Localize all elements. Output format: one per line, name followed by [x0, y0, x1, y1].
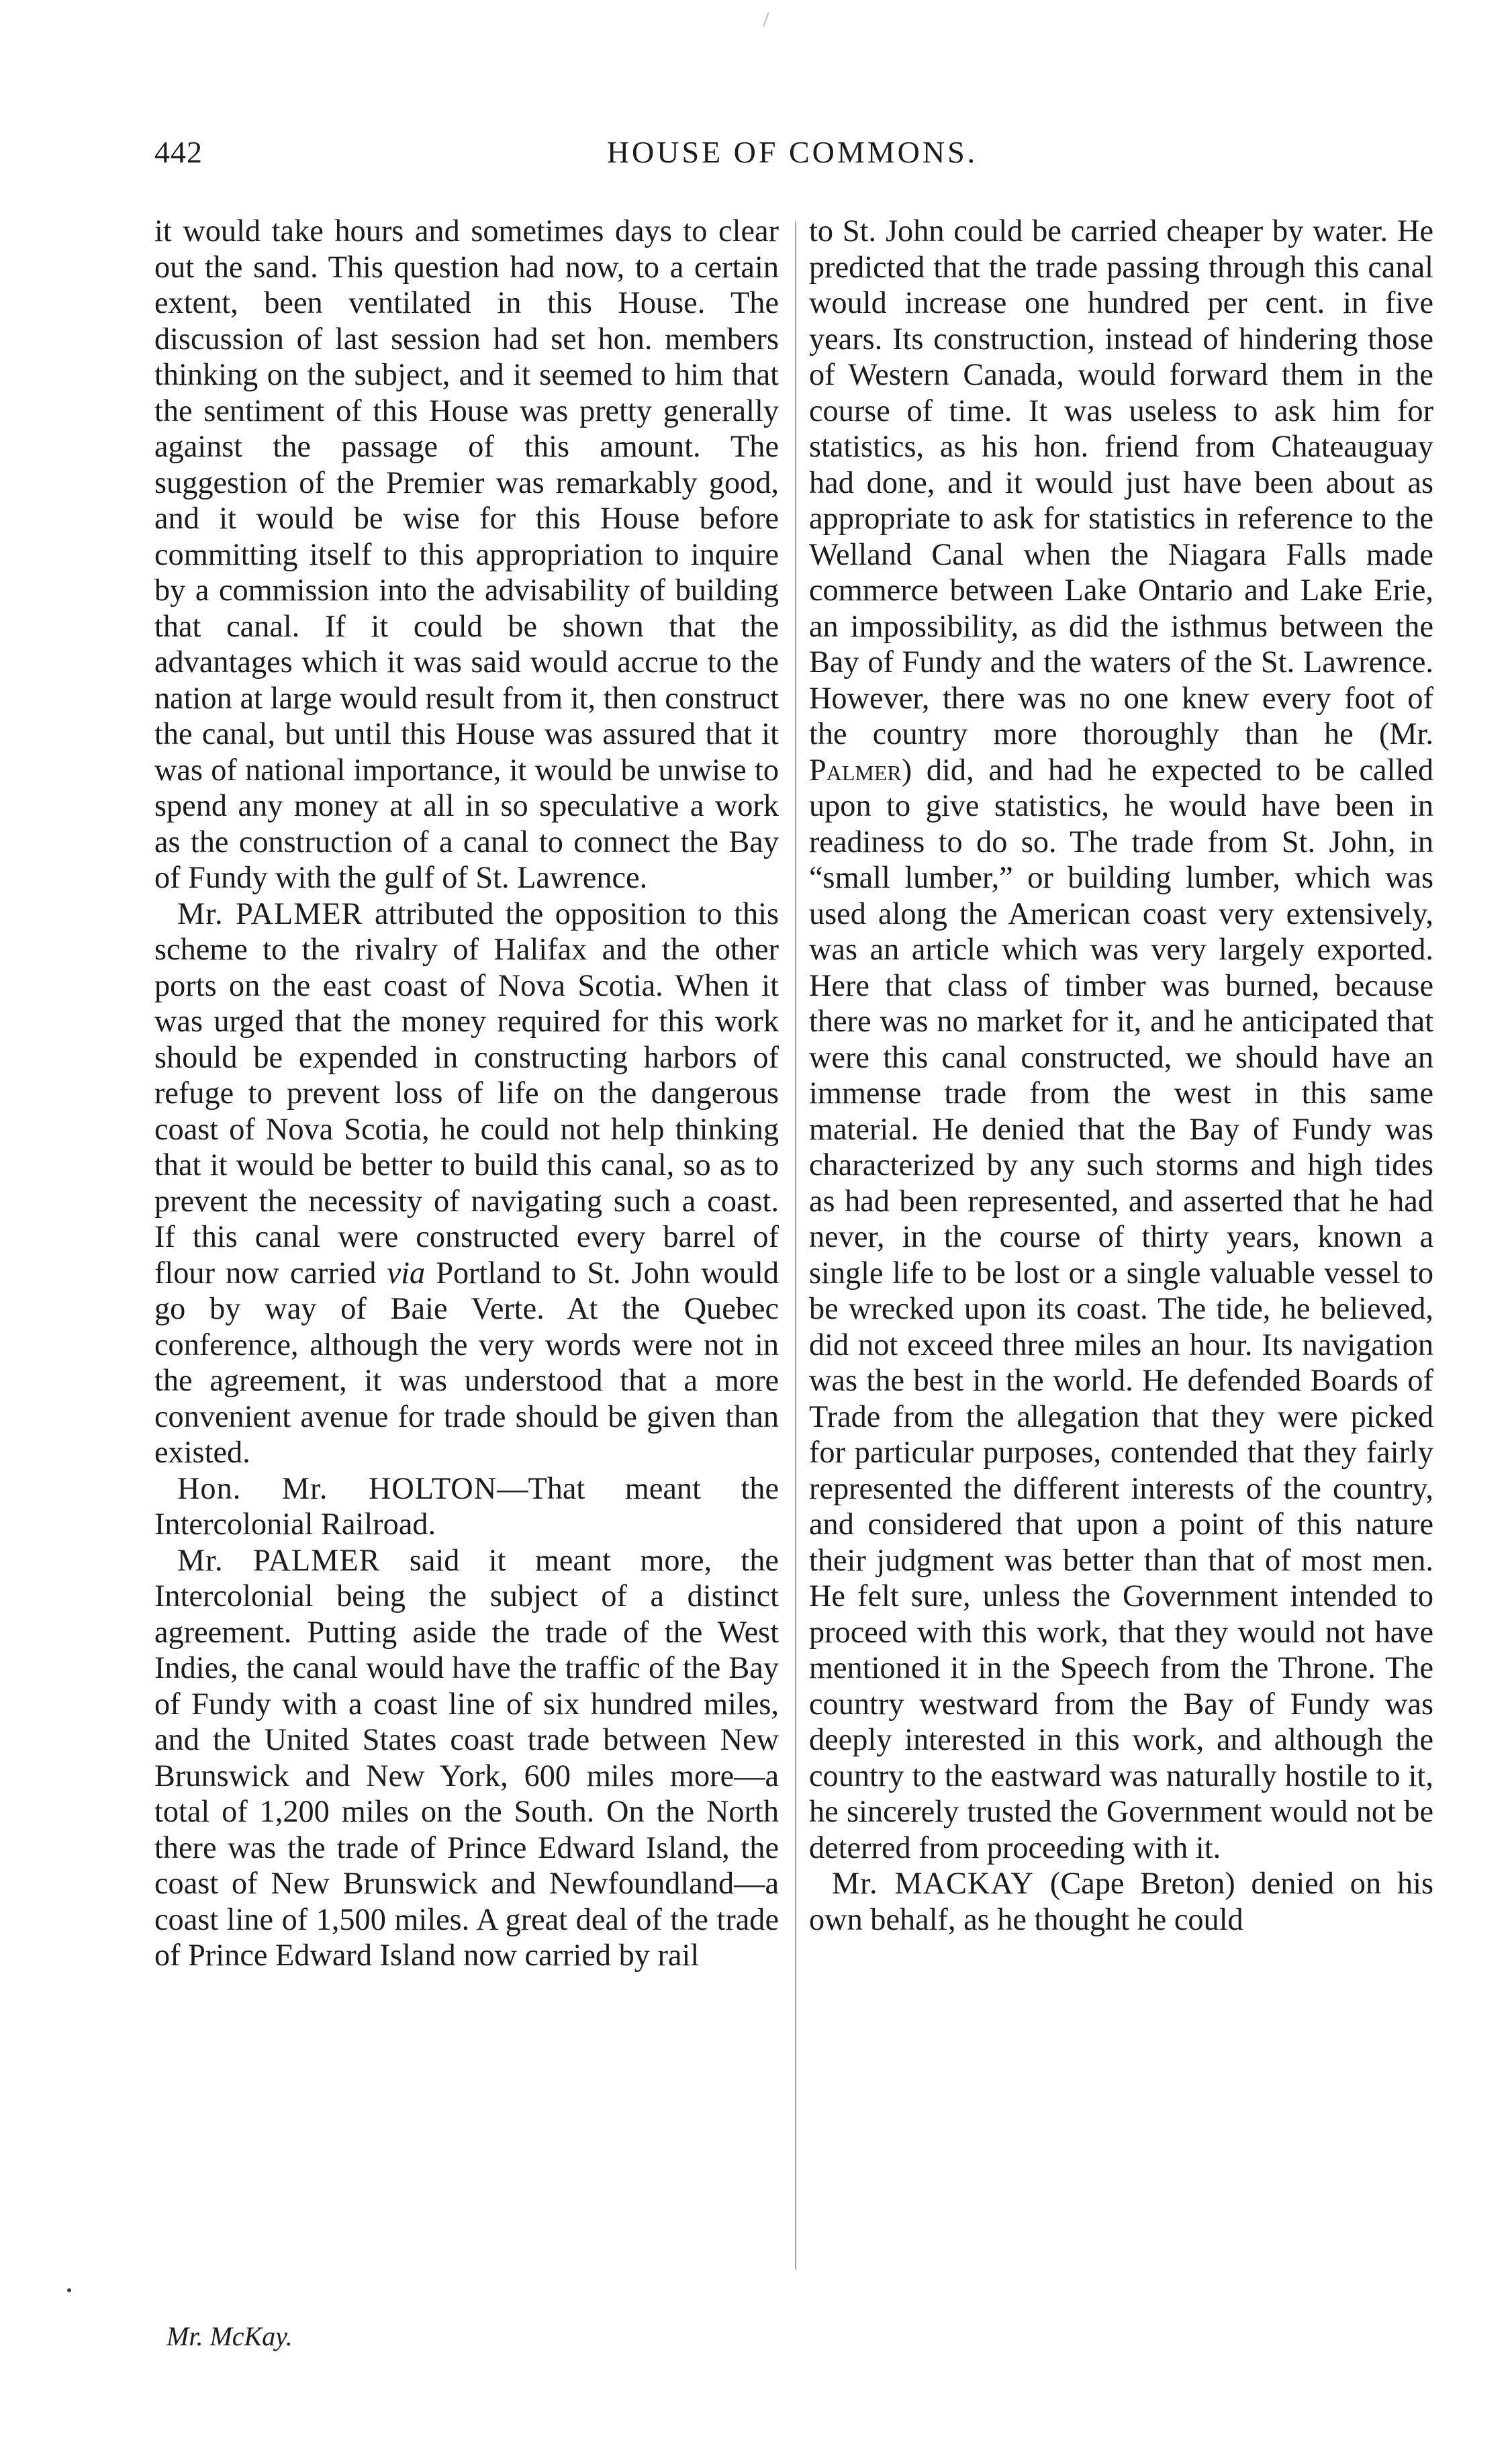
right-column — [809, 214, 1433, 2275]
scan-mark — [763, 12, 769, 26]
paragraph — [809, 1866, 1433, 1938]
paragraph-text: —That meant the Intercolonial Railroad. — [154, 1471, 779, 1542]
footer-signature: Mr. McKay. — [167, 2321, 293, 2351]
paragraph — [154, 1543, 779, 1974]
speaker-name: Mr. MACKAY — [832, 1867, 1034, 1901]
paragraph-text: it would take hours and sometimes days to clear out the sand. This question had now, to a certain extent, been ventilated in this House. The discussion of last session had set hon. members thinking on the subject, and it seemed to him that the sentiment of this House was pretty generally against the passage of this amount. The suggestion of the Premier was remarkably good, and it would be wise for this House before committing itself to this appropriation to inquire by a commission into the advisability of building that canal. If it could be shown that the advantages which it was said would accrue to the nation at large would result from it, then construct the canal, but until this House was assured that it was of national importance, it would be unwise to spend any money at all in so speculative a work as the construction of a canal to connect the Bay of Fundy with the gulf of St. Lawrence. — [154, 214, 779, 895]
column-divider — [795, 222, 796, 2269]
scan-speck — [67, 2288, 71, 2292]
paragraph — [809, 214, 1433, 1866]
running-head: HOUSE OF COMMONS. — [606, 135, 978, 169]
page-number: 442 — [154, 135, 203, 169]
speaker-name: Hon. Mr. HOLTON — [177, 1471, 498, 1506]
paragraph-text: (Cape Breton) denied on his own behalf, as he thought he could — [809, 1867, 1433, 1937]
small-caps-name: Palmer — [809, 753, 902, 788]
paragraph-text: attributed the opposition to this scheme to the rivalry of Halifax and the other ports on the east coast of Nova Scotia. When it was urged that the money required for this work should be expended in constructing harbors of refuge to prevent loss of life on the dangerous coast of Nova Scotia, he could not help thinking that it would be better to build this canal, so as to prevent the necessity of navigating such a coast. If this canal were constructed every barrel of flour now carried — [154, 896, 779, 1291]
paragraph — [154, 896, 779, 1471]
paragraph-text: ) did, and had he expected to be called upon to give statistics, he would have been in readiness to do so. The trade from St. John, in “small lumber,” or building lumber, which was used along the American coast very extensively, was an article which was very largely exported. Here that class of timber was burned, because there was no market for it, and he anticipated that were this canal constructed, we should have an immense trade from the west in this same material. He denied that the Bay of Fundy was characterized by any such storms and high tides as had been represented, and asserted that he had never, in the course of thirty years, known a single life to be lost or a single valuable vessel to be wrecked upon its coast. The tide, he believed, did not exceed three miles an hour. Its navigation was the best in the world. He defended Boards of Trade from the allegation that they were picked for particular purposes, contended that they fairly represented the different interests of the country, and considered that upon a point of this nature their judgment was better than that of most men. He felt sure, unless the Government intended to proceed with this work, that they would not have mentioned it in the Speech from the Throne. The country westward from the Bay of Fundy was deeply interested in this work, and although the country to the eastward was naturally hostile to it, he sincerely trusted the Government would not be deterred from proceeding with it. — [809, 753, 1433, 1865]
paragraph-text: Portland to St. John would go by way of Baie Verte. At the Quebec conference, although the very words were not in the agreement, it was understood that a more convenient avenue for trade should be given than existed. — [154, 1256, 779, 1470]
italic-term: via — [387, 1256, 426, 1291]
paragraph — [154, 1471, 779, 1543]
paragraph-text: to St. John could be carried cheaper by water. He predicted that the trade passing through this canal would increase one hundred per cent. in five years. Its construction, instead of hindering those of Western Canada, would forward them in the course of time. It was useless to ask him for statistics, as his hon. friend from Chateauguay had done, and it would just have been about as appropriate to ask for statistics in reference to the Welland Canal when the Niagara Falls made commerce between Lake Ontario and Lake Erie, an impossibility, as did the isthmus between the Bay of Fundy and the waters of the St. Lawrence. However, there was no one knew every foot of the country more thoroughly than he (Mr. — [809, 214, 1433, 751]
page-header — [154, 134, 1430, 188]
left-column — [154, 214, 779, 2275]
speaker-name: Mr. PALMER — [177, 1543, 381, 1578]
paragraph-text: said it meant more, the Intercolonial being the subject of a distinct agreement. Putting aside the trade of the West Indies, the canal would have the traffic of the Bay of Fundy with a coast line of six hundred miles, and the United States coast trade between New Brunswick and New York, 600 miles more—a total of 1,200 miles on the South. On the North there was the trade of Prince Edward Island, the coast of New Brunswick and Newfoundland—a coast line of 1,500 miles. A great deal of the trade of Prince Edward Island now carried by rail — [154, 1543, 779, 1973]
speaker-name: Mr. PALMER — [177, 896, 363, 931]
paragraph — [154, 214, 779, 896]
